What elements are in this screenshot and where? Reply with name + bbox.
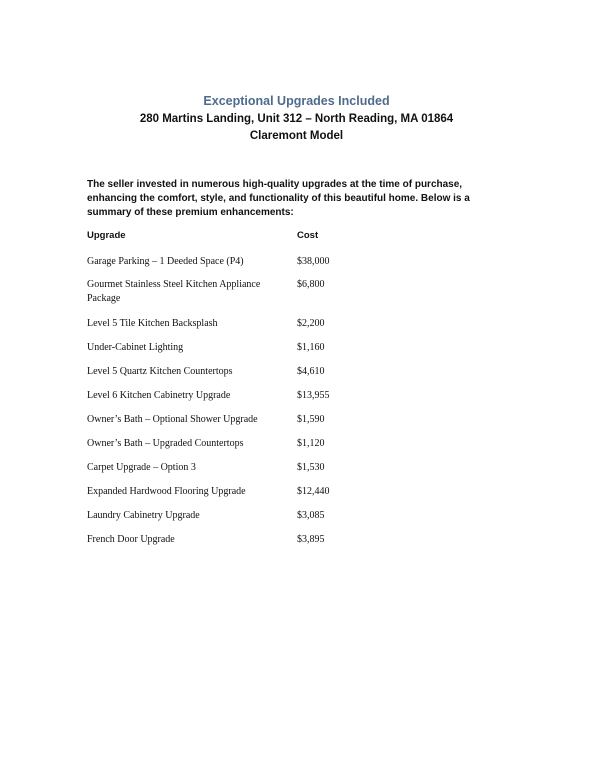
upgrade-name: Laundry Cabinetry Upgrade — [87, 510, 200, 521]
upgrade-name: Level 6 Kitchen Cabinetry Upgrade — [87, 390, 231, 401]
upgrade-name: Level 5 Quartz Kitchen Countertops — [87, 366, 233, 377]
intro-paragraph: The seller invested in numerous high-quality upgrades at the time of purchase, enhancing the comfort, style, and functionality of this beautiful home. Below is a summary of these premium enhancements: — [87, 179, 470, 218]
upgrade-name: Owner’s Bath – Upgraded Countertops — [87, 438, 244, 449]
document-title: Exceptional Upgrades Included — [203, 94, 390, 108]
column-header-upgrade: Upgrade — [87, 230, 126, 241]
property-address: 280 Martins Landing, Unit 312 – North Reading, MA 01864 — [139, 113, 454, 125]
model-name: Claremont Model — [249, 130, 344, 142]
upgrade-name: Gourmet Stainless Steel Kitchen Appliance Package — [87, 279, 261, 304]
upgrade-name: Level 5 Tile Kitchen Backsplash — [87, 318, 218, 329]
upgrade-cost: $38,000 — [297, 256, 330, 267]
upgrade-name: Owner’s Bath – Optional Shower Upgrade — [87, 414, 258, 425]
upgrade-cost: $4,610 — [297, 366, 325, 377]
upgrade-name: Under-Cabinet Lighting — [87, 342, 184, 353]
upgrade-name: French Door Upgrade — [87, 534, 175, 545]
upgrade-name: Garage Parking – 1 Deeded Space (P4) — [87, 256, 244, 267]
upgrade-name: Expanded Hardwood Flooring Upgrade — [87, 486, 246, 497]
upgrade-cost: $3,085 — [297, 510, 325, 521]
upgrade-cost: $13,955 — [297, 390, 330, 401]
upgrade-name: Carpet Upgrade – Option 3 — [87, 462, 196, 473]
upgrade-cost: $1,530 — [297, 462, 325, 473]
upgrade-cost: $1,120 — [297, 438, 325, 449]
upgrade-cost: $1,590 — [297, 414, 325, 425]
upgrade-cost: $2,200 — [297, 318, 325, 329]
upgrade-cost: $6,800 — [297, 279, 325, 290]
upgrade-cost: $12,440 — [297, 486, 330, 497]
column-header-cost: Cost — [297, 230, 319, 241]
upgrade-cost: $1,160 — [297, 342, 325, 353]
upgrade-cost: $3,895 — [297, 534, 325, 545]
